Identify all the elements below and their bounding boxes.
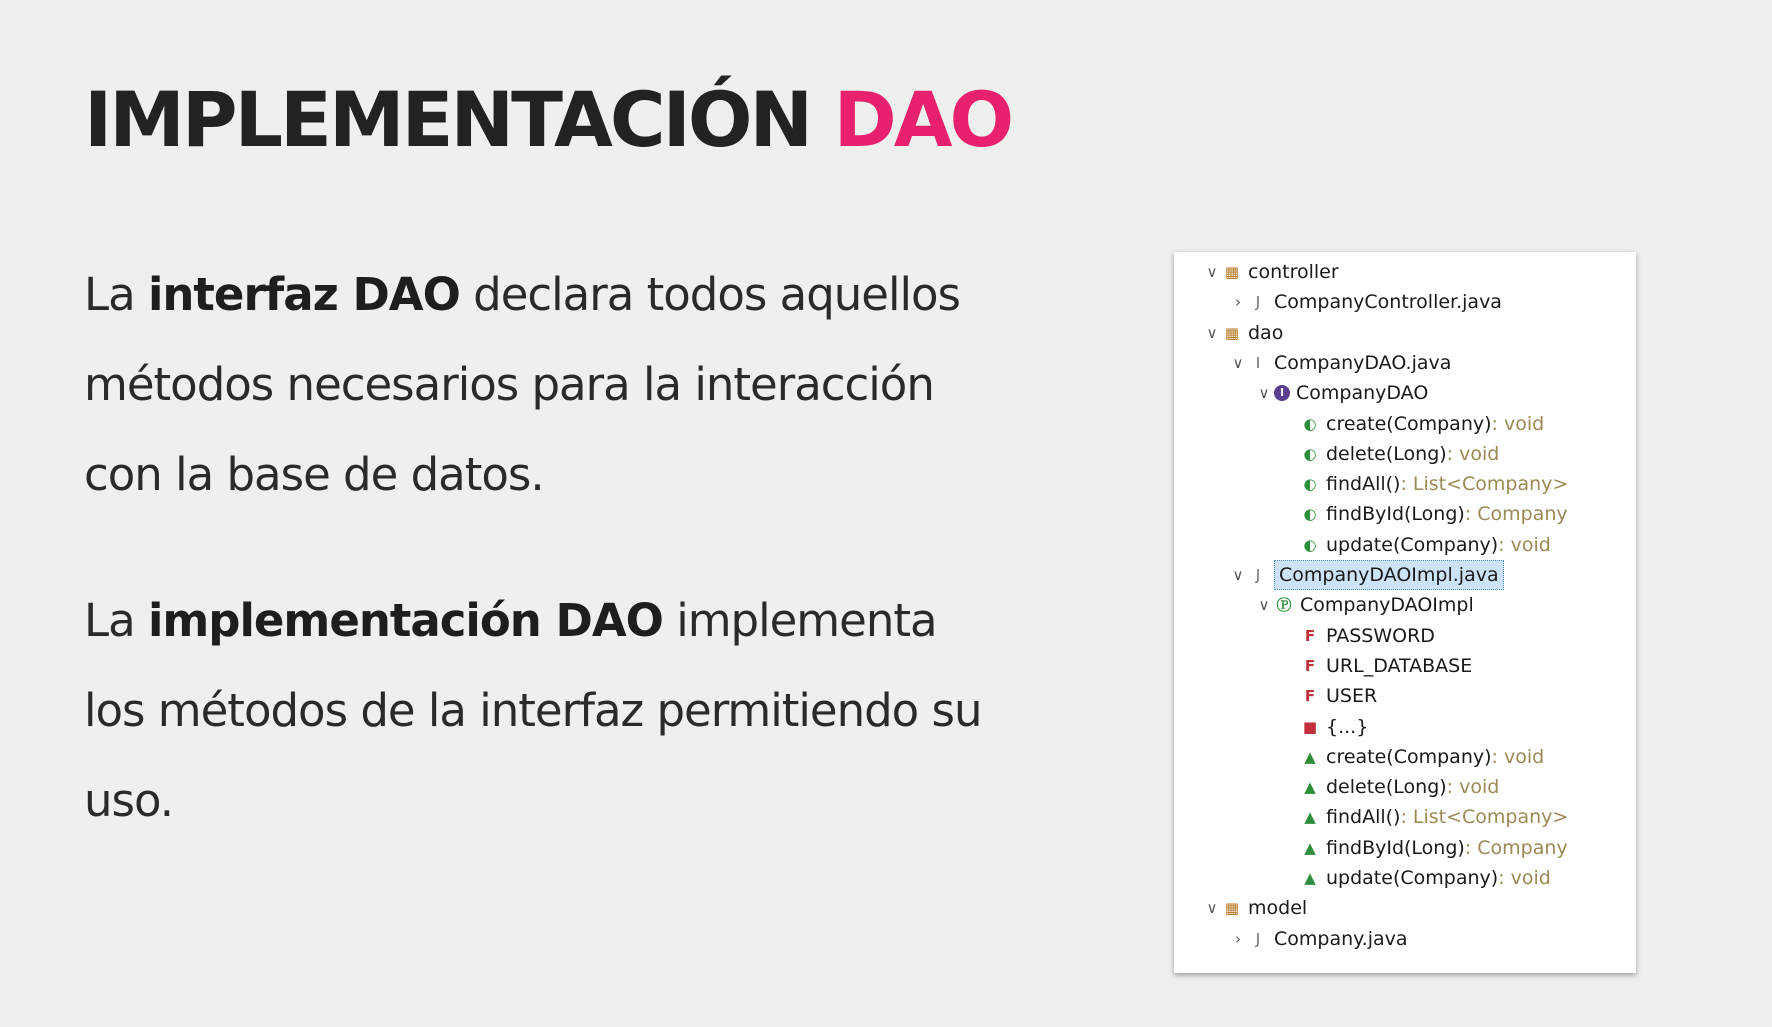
- abstract-method-icon: ◐: [1303, 505, 1317, 524]
- p2-bold: implementación DAO: [147, 594, 663, 647]
- p2-pre: La: [84, 594, 148, 647]
- tree-item-label: delete(Long): [1326, 776, 1447, 799]
- tree-item-label: delete(Long): [1326, 442, 1447, 465]
- interface-icon: I: [1274, 385, 1290, 401]
- tree-item-label: CompanyDAO: [1296, 382, 1429, 405]
- tree-item-label: URL_DATABASE: [1326, 654, 1473, 677]
- chevron-down-icon[interactable]: ∨: [1206, 899, 1218, 918]
- tree-item[interactable]: [1174, 349, 1636, 377]
- tree-item-label: create(Company): [1326, 412, 1492, 435]
- public-method-icon: ▲: [1304, 838, 1316, 857]
- field-icon: F: [1304, 687, 1316, 706]
- tree-item-label: CompanyDAO.java: [1274, 351, 1452, 374]
- p1-bold: interfaz DAO: [147, 268, 460, 321]
- abstract-method-icon: ◐: [1303, 535, 1317, 554]
- tree-item-label: USER: [1326, 685, 1378, 708]
- tree-item-label: CompanyController.java: [1274, 291, 1502, 314]
- tree-item[interactable]: [1174, 864, 1636, 892]
- tree-item-return-type: : void: [1446, 776, 1500, 799]
- tree-item-label: model: [1248, 897, 1308, 920]
- java-file-icon: J: [1255, 293, 1261, 312]
- tree-item[interactable]: [1174, 288, 1636, 316]
- tree-item[interactable]: [1174, 894, 1636, 922]
- chevron-right-icon[interactable]: ›: [1235, 293, 1241, 312]
- public-method-icon: ▲: [1304, 869, 1316, 887]
- paragraph-interface: [84, 250, 984, 520]
- tree-item-label: findAll(): [1326, 473, 1401, 496]
- slide-title: [84, 75, 1012, 164]
- p2-post: implementa los métodos de la interfaz permitiendo su uso.: [84, 594, 982, 827]
- paragraph-implementation: [84, 576, 984, 846]
- chevron-down-icon[interactable]: ∨: [1258, 384, 1270, 403]
- tree-item[interactable]: [1174, 622, 1636, 650]
- chevron-down-icon[interactable]: ∨: [1206, 263, 1218, 281]
- abstract-method-icon: ◐: [1303, 414, 1317, 433]
- java-file-icon: J: [1255, 929, 1261, 948]
- package-icon: ▦: [1224, 323, 1240, 342]
- tree-item-return-type: : Company: [1464, 836, 1568, 859]
- chevron-down-icon[interactable]: ∨: [1232, 566, 1244, 584]
- tree-item[interactable]: [1174, 834, 1636, 862]
- tree-item-label: update(Company): [1326, 867, 1499, 889]
- tree-item[interactable]: [1174, 743, 1636, 771]
- p1-post: declara todos aquellos métodos necesarios para la interacción con la base de datos.: [84, 268, 960, 501]
- package-icon: ▦: [1224, 899, 1240, 918]
- tree-item[interactable]: [1174, 713, 1636, 741]
- class-icon: Ⓟ: [1276, 596, 1292, 615]
- tree-item-return-type: : void: [1446, 442, 1500, 465]
- tree-item-label: create(Company): [1326, 745, 1492, 768]
- tree-item-label: {...}: [1326, 715, 1369, 738]
- chevron-down-icon[interactable]: ∨: [1258, 596, 1270, 615]
- tree-item-label: findById(Long): [1326, 836, 1465, 859]
- java-file-icon: J: [1255, 566, 1261, 584]
- tree-item[interactable]: [1174, 531, 1636, 559]
- tree-item[interactable]: [1174, 682, 1636, 710]
- tree-item-label: CompanyDAOImpl: [1300, 594, 1474, 617]
- public-method-icon: ▲: [1304, 808, 1316, 827]
- tree-item[interactable]: [1174, 410, 1636, 438]
- tree-item[interactable]: [1174, 803, 1636, 831]
- tree-item-label: findAll(): [1326, 806, 1401, 829]
- initializer-icon: ■: [1302, 717, 1318, 736]
- tree-item-return-type: : List<Company>: [1400, 806, 1569, 829]
- java-interface-file-icon: I: [1255, 353, 1261, 372]
- tree-item-label: CompanyDAOImpl.java: [1274, 560, 1504, 590]
- tree-item-label: PASSWORD: [1326, 624, 1435, 647]
- tree-item-label: Company.java: [1274, 927, 1408, 950]
- tree-item-label: dao: [1248, 321, 1284, 344]
- project-explorer-tree: [1174, 252, 1636, 973]
- tree-item[interactable]: [1174, 561, 1636, 589]
- tree-item[interactable]: [1174, 591, 1636, 619]
- tree-item[interactable]: [1174, 258, 1636, 286]
- title-main: IMPLEMENTACIÓN: [84, 75, 811, 164]
- abstract-method-icon: ◐: [1303, 444, 1317, 463]
- tree-item[interactable]: [1174, 925, 1636, 953]
- tree-item-return-type: : void: [1491, 412, 1545, 435]
- tree-item-label: controller: [1248, 261, 1339, 283]
- public-method-icon: ▲: [1304, 747, 1316, 766]
- tree-item[interactable]: [1174, 773, 1636, 801]
- tree-item[interactable]: [1174, 470, 1636, 498]
- public-method-icon: ▲: [1304, 778, 1316, 797]
- title-accent: DAO: [833, 75, 1012, 164]
- tree-item-return-type: : void: [1498, 533, 1551, 556]
- chevron-right-icon[interactable]: ›: [1235, 929, 1241, 948]
- field-icon: F: [1304, 656, 1316, 675]
- tree-item[interactable]: [1174, 319, 1636, 347]
- tree-item[interactable]: [1174, 652, 1636, 680]
- field-icon: F: [1304, 626, 1316, 645]
- abstract-method-icon: ◐: [1303, 475, 1317, 494]
- p1-pre: La: [84, 268, 148, 321]
- tree-item-return-type: : void: [1491, 745, 1545, 768]
- tree-item-return-type: : void: [1498, 867, 1551, 889]
- chevron-down-icon[interactable]: ∨: [1232, 353, 1244, 372]
- package-icon: ▦: [1224, 263, 1240, 281]
- tree-item[interactable]: [1174, 379, 1636, 407]
- tree-item-label: update(Company): [1326, 533, 1499, 556]
- tree-item[interactable]: [1174, 500, 1636, 528]
- tree-item[interactable]: [1174, 440, 1636, 468]
- tree-item-return-type: : List<Company>: [1400, 473, 1569, 496]
- tree-item-label: findById(Long): [1326, 503, 1465, 526]
- tree-item-return-type: : Company: [1464, 503, 1568, 526]
- chevron-down-icon[interactable]: ∨: [1206, 323, 1218, 342]
